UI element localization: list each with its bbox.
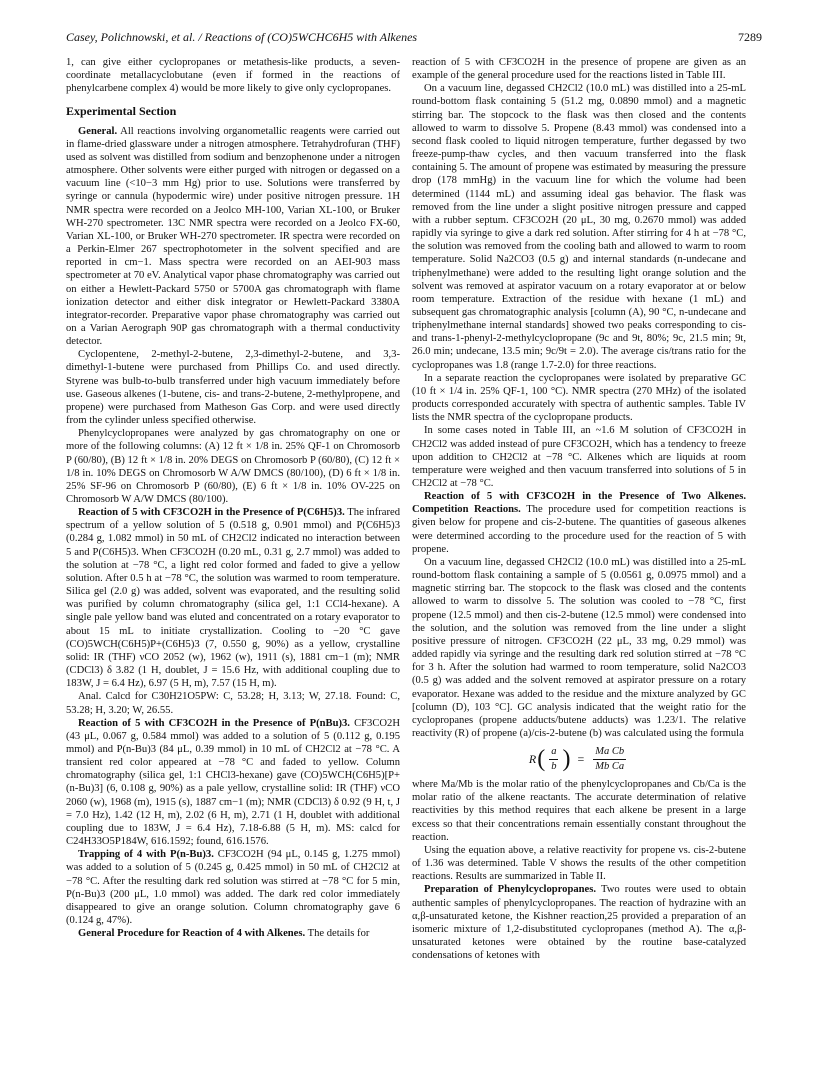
preparation-text: Two routes were used to obtain authentic samples of phenylcyclopropanes. The reaction of hydrazine with an α,β-unsaturated ketone, the Kishner reaction,25 provided a preparation of an isomeric mixture of 1,2-disubstituted cyclopropanes (method A). The α,β-unsaturated ketones were obtained by the routine base-catalyzed condensations of ketones with <box>412 884 746 962</box>
preparation-paragraph <box>412 883 746 962</box>
formula-equals: = <box>577 751 585 766</box>
general-head: General. <box>78 125 118 137</box>
general-procedure-text: The details for <box>307 928 370 940</box>
where-paragraph: where Ma/Mb is the molar ratio of the phenylcyclopropanes and Cb/Ca is the molar ratio of the alkene reactants. The accurate determination of relative reactivities by this method requires that each alkene be present in a large excess so that their concentrations remain essentially constant throughout the reaction. <box>412 779 746 843</box>
two-alkenes-paragraph <box>412 490 746 556</box>
anal-paragraph: Anal. Calcd for C30H21O5PW: C, 53.28; H, 3.13; W, 27.18. Found: C, 53.28; H, 3.20; W, 26.55. <box>66 691 400 716</box>
continuation-paragraph: reaction of 5 with CF3CO2H in the presence of propene are given as an example of the general procedure used for the reactions listed in Table III. <box>412 57 746 82</box>
intro-paragraph: 1, can give either cyclopropanes or metathesis-like products, a seven-coordinate metallacyclobutane (even if formed in the reactions of phenylcarbene complex 4) would be more likely to give only cyclopropanes. <box>66 57 400 95</box>
formula-open-paren: ( <box>537 745 546 772</box>
competition-paragraph: On a vacuum line, degassed CH2Cl2 (10.0 mL) was distilled into a 25-mL round-bottom flask containing a sample of 5 (0.0561 g, 0.0975 mmol) and a magnetic stirring bar. The stopcock to the flask was closed and the contents allowed to warm to dissolve 5. The solution was cooled to −78 °C, first propene (12.5 mmol) and then cis-2-butene (12.5 mmol) were condensed into the solution, and the solution was removed from the line under a slight positive pressure of nitrogen. CF3CO2H (22 μL, 33 mg, 0.29 mmol) was added rapidly via syringe and the resulting dark red solution stirred at −78 °C for 3 h. After the solution had warmed to room temperature, solid Na2CO3 (0.5 g) was added and the solvent removed at aspirator pressure on a rotary evaporator. Hexane was added to the residue and the mixture analyzed by GC [column (D), 103 °C]. GC analysis indicated that the weight ratio for the cyclopropanes (propene adducts/butene adducts) was 1.23/1. The relative reactivity (R) of propene (a)/cis-2-butene (b) was calculated using the formula <box>412 556 746 739</box>
preparation-head: Preparation of Phenylcyclopropanes. <box>424 884 597 896</box>
formula-paren-top: a <box>549 745 558 759</box>
running-header <box>66 30 762 50</box>
formula-numerator: Ma Cb <box>593 745 626 759</box>
pbu3-head: Reaction of 5 with CF3CO2H in the Presence of P(nBu)3. <box>78 717 350 729</box>
general-procedure-head: General Procedure for Reaction of 4 with Alkenes. <box>78 928 306 940</box>
two-alkenes-head: Reaction of 5 with CF3CO2H in the Presence of Two Alkenes. Competition Reactions. <box>412 491 746 516</box>
phenylcyclopropanes-paragraph: Phenylcyclopropanes were analyzed by gas chromatography on one or more of the following columns: (A) 12 ft × 1/8 in. 25% QF-1 on Chromosorb P (60/80), (B) 12 ft × 1/8 in. 20% DEGS on Chromosorb P (60/80), (C) 12 ft × 1/8 in. 10% DEGS on Chromosorb W A/W DMCS (80/100), (D) 6 ft × 1/8 in. 25% SF-96 on Chromosorb P (60/80), (E) 6 ft × 1/8 in. 10% OV-225 on Chromosorb W A/W DMCS (80/100). <box>66 428 400 505</box>
right-column <box>412 56 746 1056</box>
trapping-paragraph <box>66 848 400 927</box>
two-alkenes-text: The procedure used for competition reactions is given below for propene and cis-2-butene. The quantities of gaseous alkenes were determined according to the procedure used for the reaction of 5 with propene. <box>412 504 746 555</box>
cases-paragraph: In some cases noted in Table III, an ~1.6 M solution of CF3CO2H in CH2Cl2 was added instead of pure CF3CO2H, which has a tendency to freeze upon addition to CH2Cl2 at −78 °C. Alkenes which are liquids at room temperature were weighed and then vacuum transferred into solutions of 5 in CH2Cl2 at −78 °C. <box>412 425 746 489</box>
formula-denominator: Mb Ca <box>595 760 625 772</box>
formula-close-paren: ) <box>562 745 571 772</box>
using-paragraph: Using the equation above, a relative reactivity for propene vs. cis-2-butene of 1.36 was determined. Table V shows the results of the other competition reactions. Results are summarized in Table II. <box>412 844 746 883</box>
trapping-head: Trapping of 4 with P(n-Bu)3. <box>78 849 214 861</box>
general-procedure-paragraph <box>66 927 400 940</box>
page-number: 7289 <box>738 30 762 44</box>
pph3-text: The infrared spectrum of a yellow solution of 5 (0.518 g, 0.901 mmol) and P(C6H5)3 (0.284 g, 1.082 mmol) in 50 mL of CH2Cl2 indicated no interaction between 5 and P(C6H5)3. When CF3CO2H (0.20 mL, 0.31 g, 2.7 mmol) was added to the solution at −78 °C, a light red color formed and faded to give a yellow solution. After 0.5 h at −78 °C, the solution was warmed to room temperature. Silica gel (2.0 g) was added, solvent was evaporated, and the resulting solid was purified by column chromatography (silica gel, 1:1 CCl4-hexane). A single pale yellow band was eluted and concentrated on a rotary evaporator to about 15 mL to initiate crystallization. Cooling to −20 °C gave (CO)5WCH(C6H5)P+(C6H5)3 (7, 0.550 g, 90%) as a yellow, crystalline solid: IR (THF) νCO 2052 (w), 1962 (w), 1911 (s), 1881 cm−1 (m); NMR (CDCl3) δ 3.82 (1 H, doublet, J = 15.6 Hz, with additional coupling due to 183W, J = 6.4 Hz), 6.97 (5 H, m), 7.57 (15 H, m). <box>66 507 400 690</box>
pbu3-paragraph <box>66 717 400 849</box>
vacuum-paragraph: On a vacuum line, degassed CH2Cl2 (10.0 mL) was distilled into a 25-mL round-bottom flask containing 5 (51.2 mg, 0.0890 mmol) and a magnetic stirring bar. The stopcock to the flask was then closed and the contents allowed to warm to dissolve 5. Propene (8.43 mmol) was condensed into a second flask cooled to liquid nitrogen temperature, further degassed by two freeze-pump-thaw cycles, and then vacuum transferred into the flask containing 5. The amount of propene was estimated by measuring the pressure drop (178 mmHg) in the vacuum line for which the volume had been determined (1144 mL) and assuming ideal gas behavior. The flask was removed from the line under a slight positive nitrogen pressure and capped with a rubber septum. CF3CO2H (20 μL, 30 mg, 0.2670 mmol) was added rapidly via syringe to give a dark red solution. After stirring for 4 h at −78 °C, the solution was removed from the cooling bath and allowed to warm to room temperature. Solid Na2CO3 (0.5 g) and internal standards (n-undecane and triphenylmethane) were added to the resulting light orange solution and the solvent was removed at aspirator vacuum on a rotary evaporator at or below room temperature. Extraction of the residue with hexane (1 mL) and subsequent gas chromatographic analysis [column (A), 90 °C, n-undecane and triphenylmethane internal standards] showed two peaks corresponding to cis- and trans-1-phenyl-2-methylcyclopropane (9c and 9t, 80%; 9c, 21.5 min; 9t, 26.0 min; undecane, 13.5 min; 9c/9t = 2.0). The average cis/trans ratio for the cyclopropanes was 1.8 (range 1.7-2.0) for three reactions. <box>412 83 746 371</box>
running-title: Casey, Polichnowski, et al. / Reactions of (CO)5WCHC6H5 with Alkenes <box>66 30 418 44</box>
section-heading: Experimental Section <box>66 104 177 119</box>
separate-paragraph: In a separate reaction the cyclopropanes were isolated by preparative GC (10 ft × 1/4 in. 25% QF-1, 100 °C). NMR spectra (270 MHz) of the isolated products corresponded accurately with spectra of authentic samples. Table IV lists the NMR spectra of the cyclopropane products. <box>412 372 746 424</box>
pph3-head: Reaction of 5 with CF3CO2H in the Presence of P(C6H5)3. <box>78 507 345 519</box>
general-paragraph <box>66 125 400 349</box>
trapping-text: CF3CO2H (94 μL, 0.145 g, 1.275 mmol) was added to a solution of 5 (0.245 g, 0.425 mmol) in 50 mL of CH2Cl2 at −78 °C. After the resulting dark red solution was stirred at −78 °C for 5 min, P(n-Bu)3 (200 μL, 1.0 mmol) was added. The dark red color immediately disappeared to give an orange solution. Column chromatography gave 6 (0.124 g, 47%). <box>66 849 400 926</box>
general-text: All reactions involving organometallic reagents were carried out in flame-dried glassware under a nitrogen atmosphere. Tetrahydrofuran (THF) used as solvent was distilled from sodium and benzophenone under a nitrogen atmosphere. Other solvents were either purged with nitrogen or degassed on a vacuum line (<10−3 mm Hg) prior to use. Solutions were transferred by syringe or cannula (hypodermic wire) under positive nitrogen pressure. 1H NMR spectra were recorded on a Jeolco MH-100, Varian XL-100, or Bruker WH-270 spectrometer. 13C NMR spectra were recorded on a Jeolco FX-60, Varian XL-100, or Bruker WH-270 spectrometer. IR spectra were recorded on a Perkin-Elmer 267 spectrophotometer in the solvent specified and are reported in cm−1. Mass spectra were recorded on an AEI-903 mass spectrometer at 70 eV. Analytical vapor phase chromatography was carried out on either a Hewlett-Packard 5750 or 5700A gas chromatograph with flame ionization detector and either disk integrator or Hewlett-Packard 3380A integrator-recorder. Preparative vapor phase chromatography was carried out on a Varian Aerograph 90P gas chromatograph with a thermal conductivity detector. <box>66 125 400 348</box>
reactivity-formula <box>412 744 746 774</box>
pbu3-text: CF3CO2H (43 μL, 0.067 g, 0.584 mmol) was added to a solution of 5 (0.112 g, 0.195 mmol) and P(n-Bu)3 (84 μL, 0.39 mmol) in 10 mL of CH2Cl2 at −78 °C. A transient red color appeared at −78 °C and faded to yellow. Column chromatography (silica gel, 1:1 CHCl3-hexane) gave (CO)5WCH(C6H5)[P+(n-Bu)3] (6, 0.108 g, 90%) as a pale yellow, crystalline solid: IR (THF) νCO 2060 (w), 1968 (m), 1915 (s), 1887 cm−1 (m); NMR (CDCl3) δ 0.92 (9 H, t, J = 7.0 Hz), 1.42 (12 H, m), 2.02 (6 H, m), 2.71 (1 H, doublet with additional coupling due to 183W, J = 6.4 Hz), 7.18-6.88 (5 H, m). MS: calcd for C24H33O5P184W, 616.1592; found, 616.1576. <box>66 717 400 848</box>
cyclopentene-paragraph: Cyclopentene, 2-methyl-2-butene, 2,3-dimethyl-2-butene, and 3,3-dimethyl-1-butene were purchased from Phillips Co. and used directly. Styrene was bulb-to-bulb transferred under high vacuum immediately before use. Gaseous alkenes (1-butene, cis- and trans-2-butene, 2-methylpropene, and propene) were purchased from Matheson Gas Corp. and were used directly from the cylinder unless specified otherwise. <box>66 349 400 427</box>
pph3-paragraph <box>66 506 400 690</box>
formula-lhs: R <box>528 751 537 766</box>
formula-paren-bottom: b <box>551 760 557 772</box>
left-column <box>66 56 400 1056</box>
formula-paren-fraction <box>549 745 558 772</box>
formula-fraction <box>593 745 626 772</box>
